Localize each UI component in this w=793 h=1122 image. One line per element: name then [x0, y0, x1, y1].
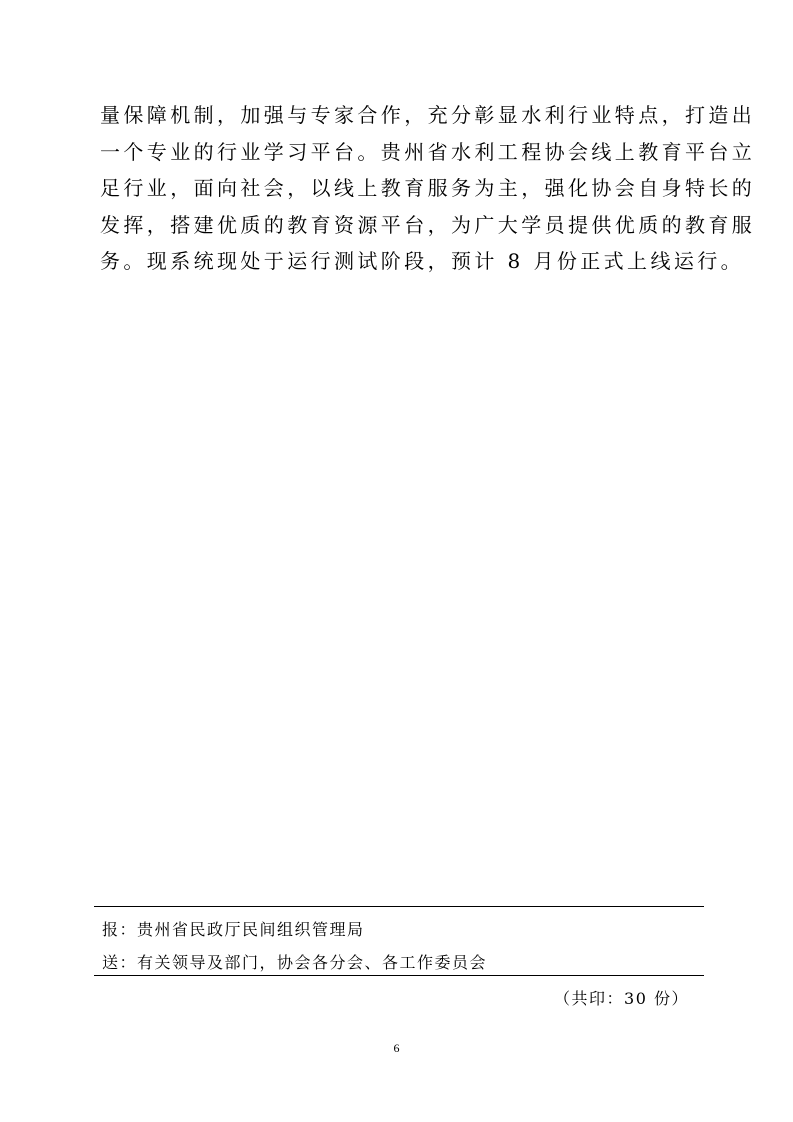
paragraph-line: 一个专业的行业学习平台。贵州省水利工程协会线上教育平台立 [100, 139, 756, 164]
paragraph-line: 发挥，搭建优质的教育资源平台，为广大学员提供优质的教育服 [100, 212, 756, 237]
send-to-line: 送：有关领导及部门，协会各分会、各工作委员会 [102, 953, 488, 972]
report-to-line: 报：贵州省民政厅民间组织管理局 [102, 920, 365, 939]
paragraph-line: 量保障机制，加强与专家合作，充分彰显水利行业特点，打造出 [100, 103, 756, 127]
body-paragraph [100, 97, 756, 280]
distribution-top-rule [94, 906, 704, 907]
page-number: 6 [393, 1041, 400, 1055]
paragraph-line: 足行业，面向社会，以线上教育服务为主，强化协会自身特长的 [100, 176, 756, 200]
paragraph-line: 务。现系统现处于运行测试阶段，预计 8 月份正式上线运行。 [100, 249, 745, 273]
copies-count: （共印：30 份） [554, 989, 689, 1008]
distribution-bottom-rule [94, 975, 704, 976]
